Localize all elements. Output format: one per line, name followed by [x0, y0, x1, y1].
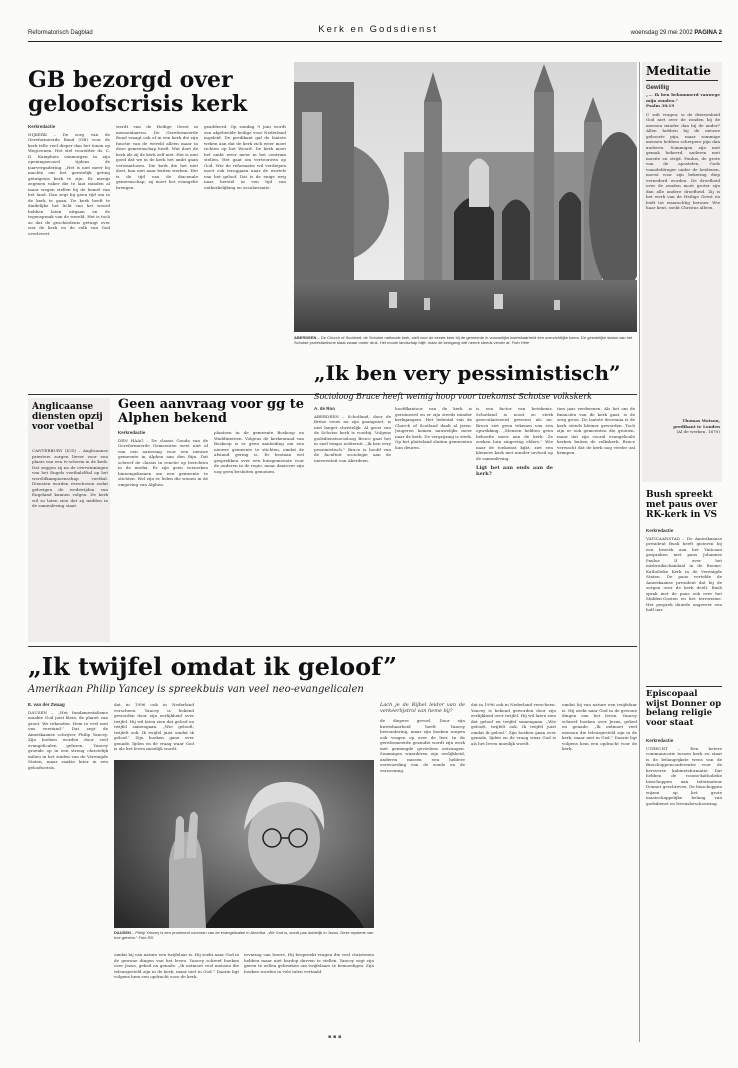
subhead-yancey: Amerikaan Philip Yancey is spreekbuis van veel neo-evangelicalen [28, 684, 364, 695]
column-divider [639, 62, 640, 1042]
headline-yancey: „Ik twijfel omdat ik geloof” [28, 652, 397, 681]
article-yancey-col4: ervaring van lezers. Hij bespreekt vragen die veel christenen hebben maar niet hardop durven te stellen. Yancey zegt zijn gaven te willen gebruiken om twijfelaars te bemoedigen. Zijn boeken worden in vele talen vertaald. [244, 952, 374, 974]
article-pessimist-col2: hoofdkantoor van de kerk is geruïneerd en er zijn steeds minder kerkgangers. Het ledental van de Church of Scotland daalt al jaren. Jongeren komen nauwelijks meer naar de kerk. De vergrijzing is sterk. Op het platteland sluiten gemeenten hun deuren. [395, 406, 472, 450]
section-rule-2 [28, 646, 637, 647]
article-yancey-col5: Lach je de Bijbel leidor van de verkeerlijstrol van heme bij? de diepere gevoel. Door zijn kwetsbaarheid heeft Yancey bewondering, maar zijn boeken roepen ook vragen op over de leer. In de gereformeerde gezindte wordt zijn werk met gemengde gevoelens ontvangen. Sommigen waarderen zijn eerlijkheid, anderen missen een heldere verwoording van de zonde en de verzoening. [380, 702, 465, 773]
article-gb-col3: geaddeerd. Op zondag 9 juni wordt een afgebeelde heilige voor Nederland ingeleid. De predikant gaf de laatste weken aan dat de kerk zich weer moet richten op het Woord. De kerk moet het ambt weer meer in het centrum stellen. Het gaat om vertrouwen op God. Wie de reformatie wil verdiepen moet ook teruggaan naar de wortels van het geloof. Dat is de enige weg naar herstel in een tijd van ontkerkelijking en secularisatie. [204, 124, 286, 190]
article-yancey-col3: omdat hij van nature een twijfelaar is. Hij zoekt naar God in de gewone dingen van het leven. Yancey schreef boeken over Jezus, gebed en genade. „Ik ontmoet veel mensen die teleurgesteld zijn in de kerk, maar niet in God.” Daarin ligt volgens hem een opdracht voor de kerk. [114, 952, 239, 979]
article-yancey-col7: omdat hij van nature een twijfelaar is. Hij zoekt naar God in de gewone dingen van het leven. Yancey schreef boeken over Jezus, gebed en genade. „Ik ontmoet veel mensen die teleurgesteld zijn in de kerk, maar niet in God.” Daarin ligt volgens hem een opdracht voor de kerk. [562, 702, 637, 751]
subhead-pessimist: Socioloog Bruce heeft weinig hoop voor toekomst Schotse volkskerk [314, 392, 592, 401]
article-gb-col2: werdt van de Heilige Geest in mensenharten. De Gereformeerde Bond vraagt ook of in een kerk die zijn functie van de wereld alleen maar in deze gemeenschap heeft. Wat doet de kerk als zij de kerk zelf niet. Het is niet goed dat we in de kerk het ambt gaan verwaarlozen. Die kerk die het niet doet, kan niet naar buiten werken. Het is de tijd van de diaconale gemeenschap; zij moet het evangelie brengen. [116, 124, 198, 190]
meditatie-title: Meditatie [646, 64, 711, 78]
article-episcopaal: Kerkredactie UTRECHT – Een betere communicatie tussen kerk en staat is de belangrijkste wens van de Bisschoppenconferentie voor de kersverse kabinetsformatie. Dat hebben de rooms-katholieke bisschoppen aan informateur Donner geschreven. De bisschoppen wijzen op het grote maatschappelijke belang van godsdienst en levensbeschouwing. [646, 738, 722, 806]
page-date: woensdag 29 mei 2002 PAGINA 2 [630, 30, 722, 36]
article-anglicaanse: CANTERBURY (ICD) – Anglicaanse priesters zorgen liever voor een plaats van een tv-scherm in de kerk. Dat zeggen zij na de overwinningen van het Engels voetbalelftal op het wereldkampioenschap voetbal. Diensten worden verschoven zodat gelovigen de wedstrijden van Engeland kunnen volgen. De kerk wil zo laten zien dat zij midden in de samenleving staat. [32, 448, 108, 508]
abbey-photo-caption: ABERDEEN – De Church of Scotland, de Schotse nationale kerk, stelt voor de eerste keer bij de gemeente in vrouwelijke kwetsbaarheid een overzichtlijke koers. De geestelijke status van het Schotse protestantisme staat zwaar onder druk. Het mooie landschap blijft, maar de kerkgang zelf neemt steeds verder af. Foto Hele [294, 335, 633, 345]
article-alphen-col2: plaatsen in de gemeente Boskoop en Waddinxveen. Volgens de kerkenraad van Boskoop is er geen aanleiding om een nieuwe gemeente te stichten, omdat de afstand gering is. Er bestaan wel gesprekken over een huisgemeente voor de ouderen in de regio, maar daarover zijn nog geen besluiten genomen. [214, 430, 304, 474]
pull-quote-1: Ligt het aan ouds aan de kerk? [476, 465, 553, 477]
abbey-photo [294, 62, 637, 332]
yancey-portrait-image [114, 760, 374, 928]
article-pessimist-col3: is een factor van betekenis. Schotland is nooit zo sterk geseculariseerd geweest als nu. Bruce ziet geen tekenen van een opwekking. „Mensen hebben geen behoefte meer aan de kerk. Ze zoeken hun zingeving elders.” Wie naar de toekomst kijkt, ziet een kleinere kerk met minder invloed op de samenleving. Ligt het aan ouds aan de kerk? [476, 406, 553, 477]
newspaper-name: Reformatorisch Dagblad [28, 30, 93, 36]
meditatie-author: Thomas Watson, predikant te Londen (Al de werken, 1670) [673, 418, 720, 434]
meditatie-body: Gewillig „... Ik ben bekommerd vanwege mijn zonden.” Psalm 38:19 U zult vragen: is de drieeenheid God niet over de zonden bij de mensen minder dan bij de ander? Allen hebben bij de nieuwe geboorte pijn, maar sommige mensen hebben scherpere pijn dan anderen. Sommigen zijn met gemak bekeerd, anderen met moeite en strijd. Paulus, de grote van de apostelen, Gods vaandeldrager onder de heidenen, moest voor zijn bekering diep vernederd worden. De droefheid over de zonden moet groter zijn dan alle andere droefheid. Zij is het werk van de Heilige Geest en leidt tot waarachtig berouw. Wie haar kent, zoekt Christus alleen. [646, 85, 720, 210]
yancey-photo-caption: DAUSEN – Philip Yancey is een prominent voorman van de evangelicalen in Amerika. „We God is, wordt pas duidelijk in Jezus. Deze mysterie van hoe geheim.” Foto RD [114, 930, 374, 940]
article-yancey-col6: dat in 1996 ook in Nederland verscheen. Yancey is bekend geworden door zijn eerlijkheid over twijfel. Hij wil laten zien dat geloof en twijfel samengaan. „Wie gelooft, twijfelt ook. Ik twijfel juist omdat ik geloof.” Zijn boeken gaan over genade, lijden en de vraag waar God is als het leven moeilijk wordt. [471, 702, 556, 746]
headline-gb: GB bezorgd over geloofscrisis kerk [28, 67, 248, 117]
article-gb-col1: Kerkredactie NIJKERK – De zorg van de Gereformeerde Bond (GB) voor de kerk telle veel dieper dan het tonen op Wegcrenen. Het stel voorzitter ds. C. D. Kamphuis vanmorgen in zijn openingswoord tijdens de jaarvergadering. „Het is niet meer bij machte om het geestelijk getuig getuigenis kerk te zijn. Er mengt zegenen vaker die te laat minden al maar wegen stellen bij de hemel van het land. Dan zegt hij geen tijd om in de kerk te gaan. De kerk heeft te duidelijke het licht van het woord hebben laten uitgaan en de tegenspraak van de wereld. Het is toch zo dat de geschiedenis getuigt over wat de kerk en de volk van God overlevert. [28, 124, 110, 236]
article-yancey-col1: E. van der Zwaag DAUSEN – „Het fundamentalisme maakte God juist klein, de planet van groot. We rekenden. Hem te veel met ons verstand.” Dat zegt de Amerikaanse schrijver Philip Yancey. Zijn boeken worden door veel evangelicalen gelezen. Yancey groeide op in een streng christelijk milieu in het zuiden van de Verenigde Staten, maar raakte later in een geloofscrisis. [28, 702, 108, 770]
episcopaal-rule [646, 686, 722, 687]
article-yancey-col2: dat in 1996 ook in Nederland verscheen. Yancey is bekend geworden door zijn eerlijkheid over twijfel. Hij wil laten zien dat geloof en twijfel samengaan. „Wie gelooft, twijfelt ook. Ik twijfel juist omdat ik geloof.” Zijn boeken gaan over genade, lijden en de vraag waar God is als het leven moeilijk wordt. [114, 702, 194, 751]
yancey-photo [114, 760, 374, 928]
page-footer-dots: ▪ ▪ ▪ [328, 1034, 342, 1040]
pull-quote-2: Lach je de Bijbel leidor van de verkeerlijstrol van heme bij? [380, 702, 465, 714]
article-pessimist-col1: A. de Roo ABERDEEN – Schotland, door de Britse eeuw nu zijn gaangezet, is niet langer christelijk. Al groei van de Schotse kerk is voorbij. Volgens godsdienstsocioloog Bruce gaat het in snel tempo achteruit. „Ik ben very pessimistisch.” Bruce is hoofd van de faculteit sociologie aan de universiteit van Aberdeen. [314, 406, 391, 463]
masthead [28, 22, 722, 42]
article-bush: Kerkredactie VATICAANSTAD – De Amerikaanse president Bush heeft gisteren bij een bezoek aan het Vaticaan gesproken met paus Johannes Paulus II over het misbruikschandaal in de Rooms-Katholieke Kerk in de Verenigde Staten. De paus vertelde de Amerikaanse president dat hij de zorgen over de kerk deelt. Bush sprak met de paus ook over het Midden-Oosten en het terrorisme. Het gesprek duurde ongeveer een half uur. [646, 528, 722, 612]
newspaper-page [28, 22, 722, 1046]
abbey-ruin-image [294, 62, 637, 332]
section-title: Kerk en Godsdienst [318, 24, 438, 35]
article-pessimist-col4: tien jaar verdwenen. Als het om de financiën van de kerk gaat, is de zorg groot. De laatste decennia is de kerk steeds kleiner geworden. Toch zijn er ook gemeenten die groeien, maar dat zijn vooral evangelicale kerken buiten de volkskerk. Bruce verwacht dat de kerk nog verder zal krimpen. [557, 406, 635, 455]
headline-anglicaanse: Anglicaanse diensten opzij voor voetbal [32, 402, 103, 432]
headline-bush: Bush spreekt met paus over RK-kerk in VS [646, 490, 718, 520]
article-alphen-col1: Kerkredactie DEN HAAG – De classis Gouda van de Gereformeerde Gemeenten weet niet of van een aanvraag voor een nieuwe gemeente in Alphen aan den Rijn. Dat schreef de classis in reactie op berichten in de media. Er zijn geen verzoeken binnengekomen om een gemeente te stichten. Wel zijn er leden die wonen in de omgeving van Alphen. [118, 430, 208, 487]
headline-pessimist: „Ik ben very pessimistisch” [314, 361, 621, 385]
headline-alphen: Geen aanvraag voor gg te Alphen bekend [118, 397, 305, 426]
meditatie-rule [646, 80, 718, 81]
headline-episcopaal: Episcopaal wijst Donner op belang religie voor staat [646, 689, 722, 728]
